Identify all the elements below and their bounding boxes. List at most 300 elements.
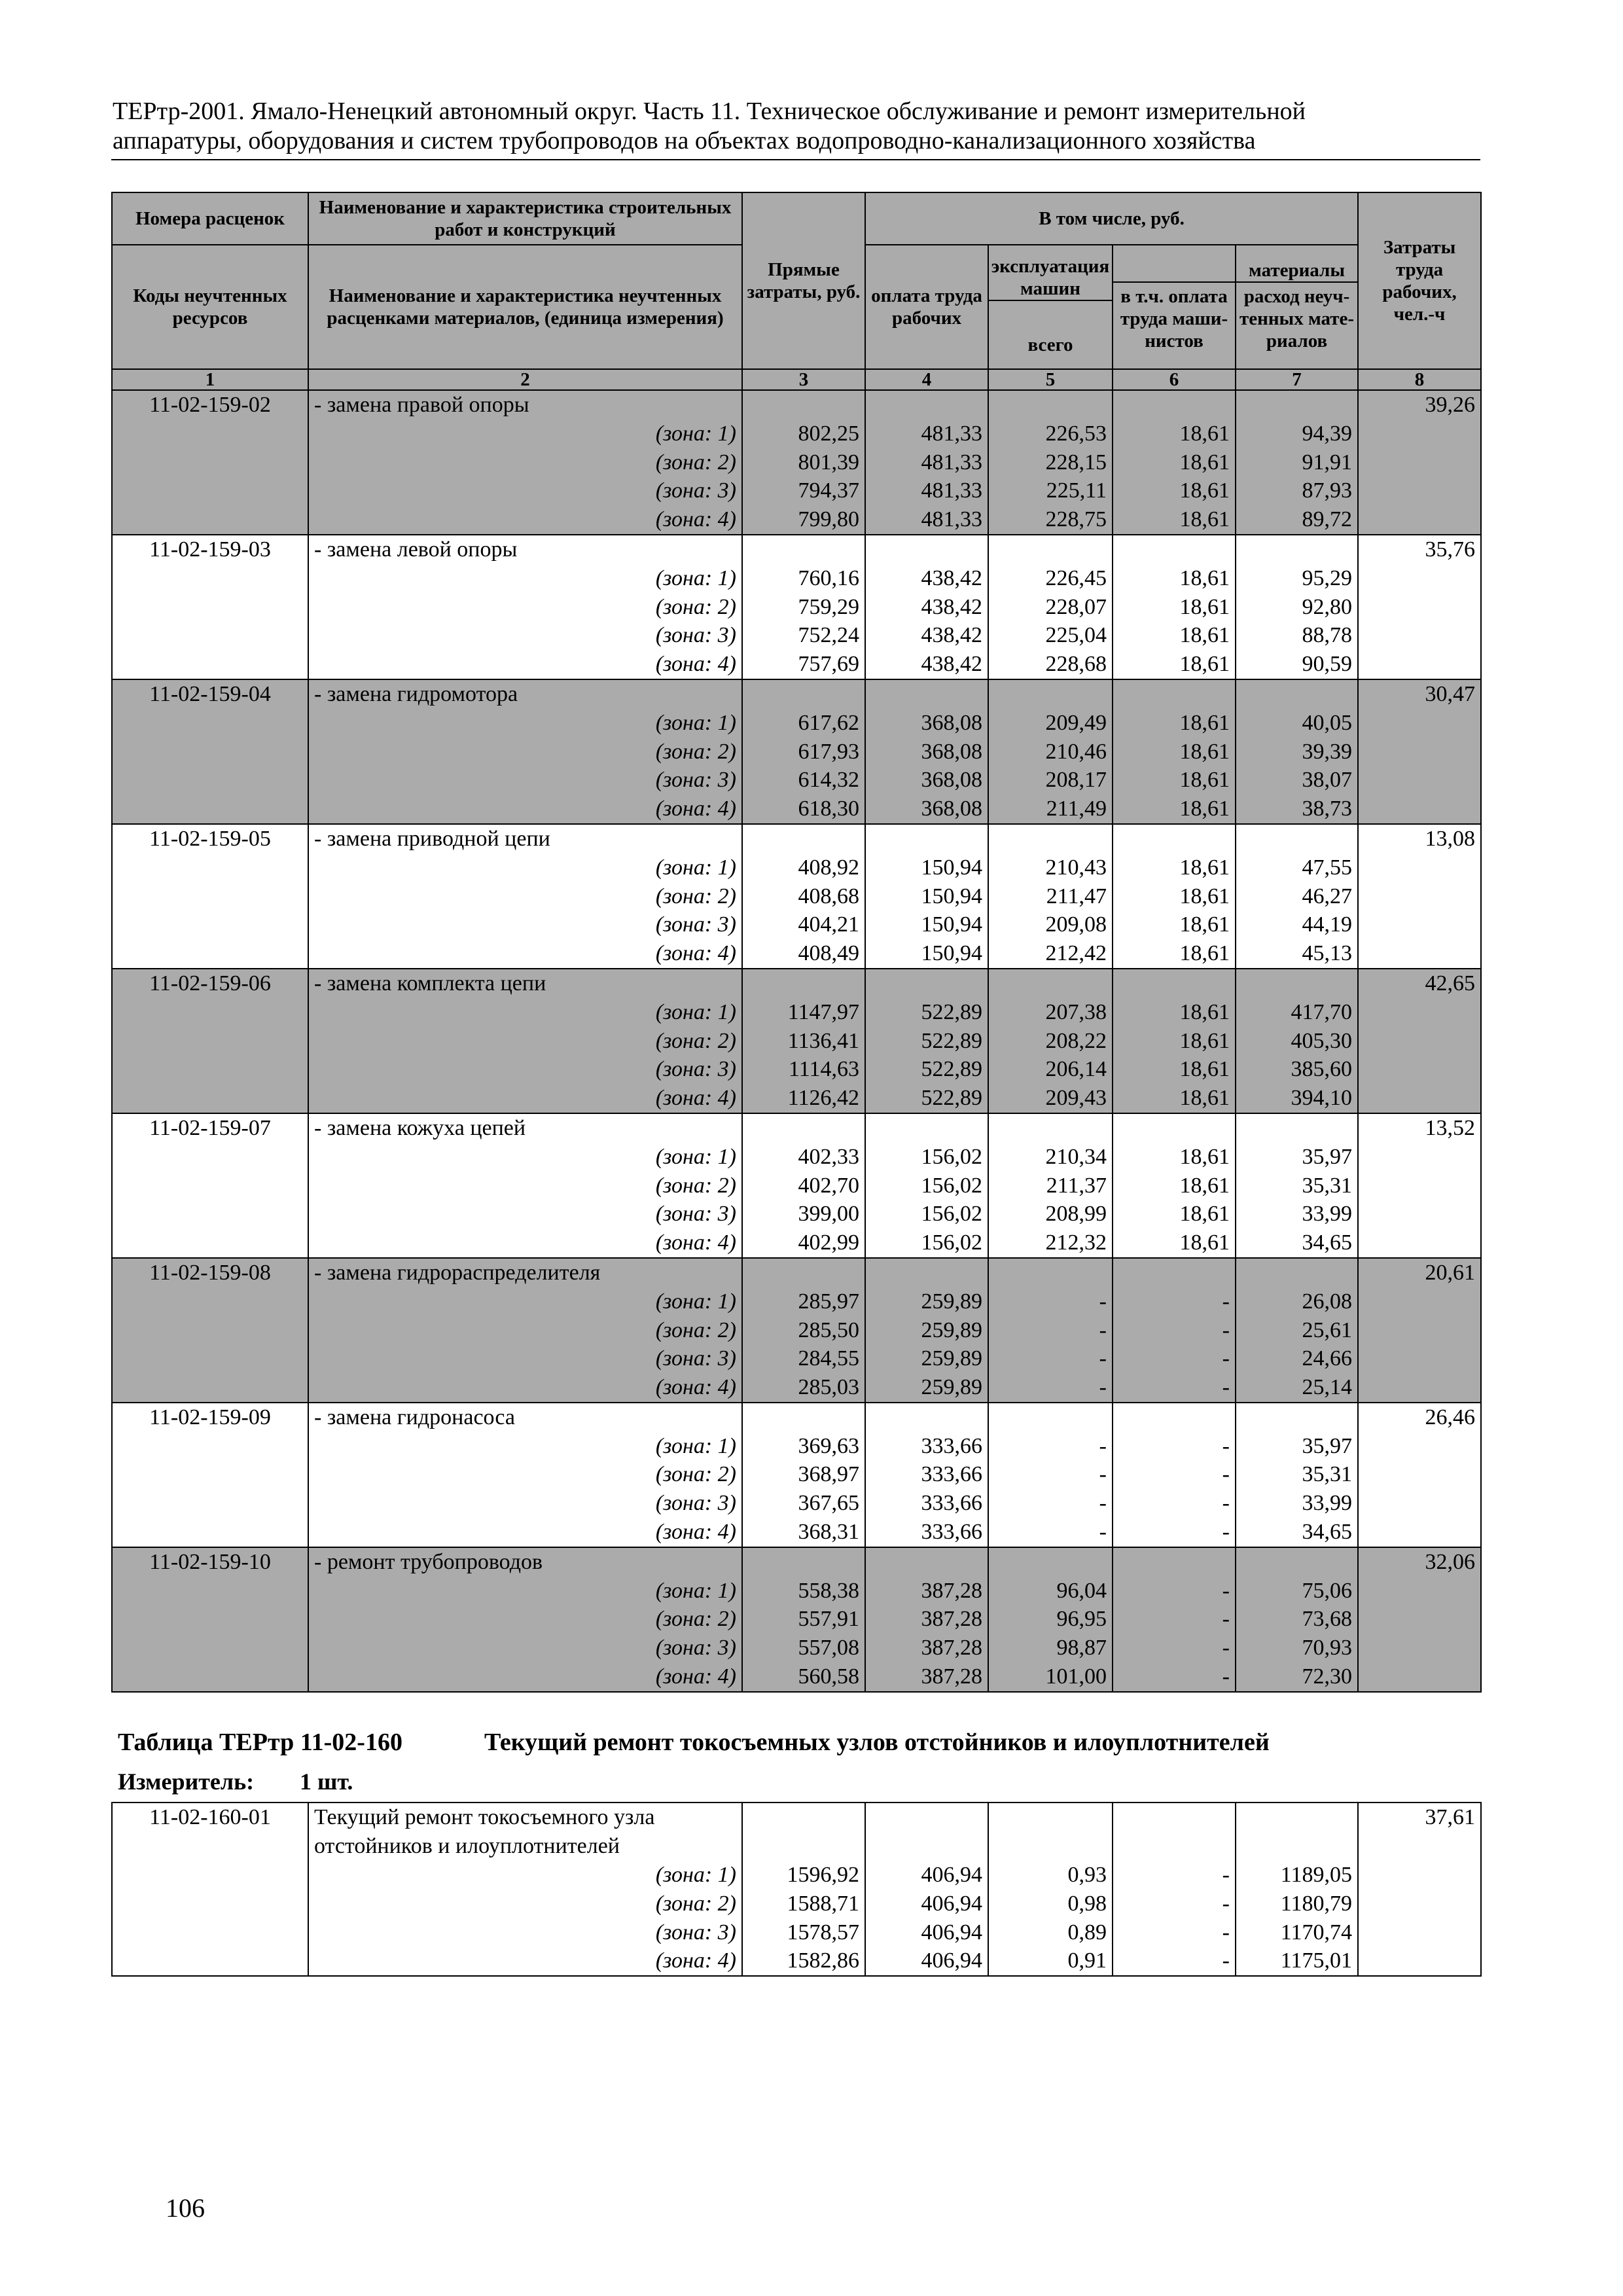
empty-cell xyxy=(1358,998,1481,1027)
empty-cell xyxy=(988,1547,1113,1577)
machines-total: 96,95 xyxy=(988,1605,1113,1634)
materials: 90,59 xyxy=(1236,650,1358,679)
table-row xyxy=(112,535,1481,564)
header-line-2: аппаратуры, оборудования и систем трубопроводов на объектах водопроводно-канализационного хозяйства xyxy=(113,127,1256,154)
direct-costs: 285,50 xyxy=(742,1316,865,1345)
direct-costs: 759,29 xyxy=(742,593,865,622)
empty-cell xyxy=(1113,824,1236,853)
zone-label: (зона: 4) xyxy=(308,1662,742,1692)
worker-pay: 438,42 xyxy=(865,621,988,650)
empty-cell xyxy=(112,564,308,593)
empty-cell xyxy=(865,1547,988,1577)
worker-pay: 333,66 xyxy=(865,1518,988,1547)
machinist-pay: - xyxy=(1113,1344,1236,1373)
machinist-pay: - xyxy=(1113,1634,1236,1662)
zone-row xyxy=(112,621,1481,650)
empty-cell xyxy=(112,1344,308,1373)
empty-cell xyxy=(742,1403,865,1432)
machinist-pay: - xyxy=(1113,1577,1236,1605)
empty-cell xyxy=(742,390,865,420)
direct-costs: 408,92 xyxy=(742,853,865,882)
worker-pay: 387,28 xyxy=(865,1605,988,1634)
machines-total: 225,11 xyxy=(988,476,1113,505)
empty-cell xyxy=(1358,1172,1481,1200)
table-code: Таблица ТЕРтр 11-02-160 xyxy=(118,1729,402,1756)
machines-total: 0,91 xyxy=(988,1946,1113,1976)
worker-pay: 259,89 xyxy=(865,1344,988,1373)
zone-row xyxy=(112,998,1481,1027)
empty-cell xyxy=(742,679,865,709)
worker-pay: 156,02 xyxy=(865,1143,988,1172)
direct-costs: 799,80 xyxy=(742,505,865,535)
empty-cell xyxy=(1358,1918,1481,1947)
empty-cell xyxy=(112,910,308,939)
worker-pay: 150,94 xyxy=(865,882,988,911)
table-title xyxy=(118,1728,1270,1757)
col-header-machines-all: всего xyxy=(1027,334,1073,355)
machinist-pay: 18,61 xyxy=(1113,853,1236,882)
row-code: 11-02-159-09 xyxy=(112,1403,308,1432)
header-line-1: ТЕРтр-2001. Ямало-Ненецкий автономный округ. Часть 11. Техническое обслуживание и ремонт измерительной xyxy=(113,98,1306,125)
col-number: 7 xyxy=(1236,369,1358,390)
machinist-pay: 18,61 xyxy=(1113,1200,1236,1229)
direct-costs: 760,16 xyxy=(742,564,865,593)
empty-cell xyxy=(112,738,308,766)
materials: 46,27 xyxy=(1236,882,1358,911)
empty-cell xyxy=(112,998,308,1027)
materials: 394,10 xyxy=(1236,1084,1358,1113)
machinist-pay: 18,61 xyxy=(1113,882,1236,911)
materials: 47,55 xyxy=(1236,853,1358,882)
empty-cell xyxy=(1358,1890,1481,1918)
worker-pay: 406,94 xyxy=(865,1861,988,1890)
direct-costs: 558,38 xyxy=(742,1577,865,1605)
empty-cell xyxy=(112,476,308,505)
row-labor: 37,61 xyxy=(1358,1803,1481,1861)
zone-label: (зона: 1) xyxy=(308,853,742,882)
empty-cell xyxy=(1236,824,1358,853)
empty-cell xyxy=(988,1113,1113,1143)
zone-label: (зона: 1) xyxy=(308,1287,742,1316)
empty-cell xyxy=(112,853,308,882)
machinist-pay: - xyxy=(1113,1662,1236,1692)
direct-costs: 757,69 xyxy=(742,650,865,679)
machines-total: 212,42 xyxy=(988,939,1113,969)
col-header-worker-pay: оплата труда рабочих xyxy=(865,245,988,369)
machinist-pay: 18,61 xyxy=(1113,709,1236,738)
row-labor: 13,52 xyxy=(1358,1113,1481,1143)
materials: 33,99 xyxy=(1236,1200,1358,1229)
zone-label: (зона: 2) xyxy=(308,882,742,911)
worker-pay: 368,08 xyxy=(865,709,988,738)
machinist-pay: - xyxy=(1113,1605,1236,1634)
col-header-machines-total xyxy=(988,245,1113,369)
machinist-pay: 18,61 xyxy=(1113,1027,1236,1056)
materials: 70,93 xyxy=(1236,1634,1358,1662)
zone-label: (зона: 1) xyxy=(308,1432,742,1461)
worker-pay: 156,02 xyxy=(865,1229,988,1258)
machines-total: - xyxy=(988,1316,1113,1345)
zone-row xyxy=(112,1890,1481,1918)
col-header-materials xyxy=(1236,245,1358,369)
machinist-pay: - xyxy=(1113,1432,1236,1461)
worker-pay: 156,02 xyxy=(865,1200,988,1229)
direct-costs: 557,08 xyxy=(742,1634,865,1662)
machinist-pay: - xyxy=(1113,1918,1236,1947)
zone-row xyxy=(112,882,1481,911)
zone-row xyxy=(112,1605,1481,1634)
zone-row xyxy=(112,1344,1481,1373)
zone-label: (зона: 2) xyxy=(308,738,742,766)
materials: 95,29 xyxy=(1236,564,1358,593)
machines-total: 210,43 xyxy=(988,853,1113,882)
worker-pay: 438,42 xyxy=(865,564,988,593)
machines-total: 208,22 xyxy=(988,1027,1113,1056)
direct-costs: 1588,71 xyxy=(742,1890,865,1918)
machinist-pay: - xyxy=(1113,1489,1236,1518)
worker-pay: 522,89 xyxy=(865,1027,988,1056)
worker-pay: 481,33 xyxy=(865,420,988,448)
empty-cell xyxy=(1358,766,1481,795)
zone-row xyxy=(112,1373,1481,1403)
zone-label: (зона: 4) xyxy=(308,795,742,824)
zone-label: (зона: 2) xyxy=(308,1172,742,1200)
empty-cell xyxy=(1358,420,1481,448)
empty-cell xyxy=(112,1605,308,1634)
zone-label: (зона: 3) xyxy=(308,1200,742,1229)
direct-costs: 557,91 xyxy=(742,1605,865,1634)
worker-pay: 438,42 xyxy=(865,593,988,622)
col-header-price-numbers: Номера расценок xyxy=(112,192,308,245)
materials: 72,30 xyxy=(1236,1662,1358,1692)
worker-pay: 333,66 xyxy=(865,1432,988,1461)
machines-total: 212,32 xyxy=(988,1229,1113,1258)
empty-cell xyxy=(1236,1258,1358,1287)
table-row xyxy=(112,390,1481,420)
machinist-pay: 18,61 xyxy=(1113,448,1236,477)
machines-total: 210,34 xyxy=(988,1143,1113,1172)
col-number: 2 xyxy=(308,369,742,390)
col-number: 5 xyxy=(988,369,1113,390)
empty-cell xyxy=(1113,390,1236,420)
empty-cell xyxy=(1358,1344,1481,1373)
direct-costs: 402,99 xyxy=(742,1229,865,1258)
empty-cell xyxy=(112,420,308,448)
empty-cell xyxy=(1358,709,1481,738)
zone-row xyxy=(112,1287,1481,1316)
header-rule xyxy=(111,159,1480,160)
machines-total: 101,00 xyxy=(988,1662,1113,1692)
zone-row xyxy=(112,738,1481,766)
zone-label: (зона: 4) xyxy=(308,1518,742,1547)
price-rows-2 xyxy=(112,1861,1481,1976)
direct-costs: 1126,42 xyxy=(742,1084,865,1113)
worker-pay: 150,94 xyxy=(865,939,988,969)
empty-cell xyxy=(742,1113,865,1143)
zone-label: (зона: 3) xyxy=(308,1489,742,1518)
empty-cell xyxy=(112,1634,308,1662)
zone-row xyxy=(112,650,1481,679)
worker-pay: 259,89 xyxy=(865,1316,988,1345)
worker-pay: 438,42 xyxy=(865,650,988,679)
empty-cell xyxy=(1113,1547,1236,1577)
col-header-unaccounted-materials: расход неуч-тенных мате-риалов xyxy=(1240,286,1355,351)
machinist-pay: 18,61 xyxy=(1113,998,1236,1027)
empty-cell xyxy=(1358,1634,1481,1662)
table-row xyxy=(112,824,1481,853)
machines-total: 228,75 xyxy=(988,505,1113,535)
empty-cell xyxy=(1358,1027,1481,1056)
empty-cell xyxy=(112,1861,308,1890)
machinist-pay: 18,61 xyxy=(1113,1055,1236,1084)
empty-cell xyxy=(1358,1489,1481,1518)
empty-cell xyxy=(112,1489,308,1518)
row-labor: 42,65 xyxy=(1358,969,1481,998)
empty-cell xyxy=(988,679,1113,709)
direct-costs: 285,03 xyxy=(742,1373,865,1403)
zone-row xyxy=(112,1200,1481,1229)
empty-cell xyxy=(1358,1055,1481,1084)
col-number: 8 xyxy=(1358,369,1481,390)
zone-row xyxy=(112,709,1481,738)
row-name: - замена левой опоры xyxy=(308,535,742,564)
empty-cell xyxy=(1358,621,1481,650)
worker-pay: 522,89 xyxy=(865,1084,988,1113)
col-header-direct-costs: Прямые затраты, руб. xyxy=(742,192,865,369)
empty-cell xyxy=(112,1172,308,1200)
col-header-resource-codes: Коды неучтенных ресурсов xyxy=(112,245,308,369)
empty-cell xyxy=(112,1200,308,1229)
empty-cell xyxy=(1358,1432,1481,1461)
direct-costs: 752,24 xyxy=(742,621,865,650)
empty-cell xyxy=(1358,1605,1481,1634)
machinist-pay: 18,61 xyxy=(1113,621,1236,650)
empty-cell xyxy=(1236,1403,1358,1432)
empty-cell xyxy=(1236,390,1358,420)
table-row xyxy=(112,969,1481,998)
empty-cell xyxy=(1113,535,1236,564)
table-row xyxy=(112,679,1481,709)
direct-costs: 284,55 xyxy=(742,1344,865,1373)
machines-total: 225,04 xyxy=(988,621,1113,650)
direct-costs: 402,33 xyxy=(742,1143,865,1172)
empty-cell xyxy=(865,1113,988,1143)
zone-row xyxy=(112,1918,1481,1947)
empty-cell xyxy=(988,969,1113,998)
col-number: 3 xyxy=(742,369,865,390)
machines-total: 0,89 xyxy=(988,1918,1113,1947)
direct-costs: 614,32 xyxy=(742,766,865,795)
machines-total: 0,93 xyxy=(988,1861,1113,1890)
empty-cell xyxy=(865,824,988,853)
empty-cell xyxy=(1358,1460,1481,1489)
zone-label: (зона: 4) xyxy=(308,650,742,679)
empty-cell xyxy=(112,448,308,477)
direct-costs: 617,62 xyxy=(742,709,865,738)
materials: 38,07 xyxy=(1236,766,1358,795)
zone-label: (зона: 4) xyxy=(308,939,742,969)
machines-total: 210,46 xyxy=(988,738,1113,766)
empty-cell xyxy=(112,1918,308,1947)
empty-cell xyxy=(742,824,865,853)
machines-total: 206,14 xyxy=(988,1055,1113,1084)
empty-cell xyxy=(1358,650,1481,679)
zone-row xyxy=(112,1946,1481,1976)
row-name: - замена кожуха цепей xyxy=(308,1113,742,1143)
row-code: 11-02-160-01 xyxy=(112,1803,308,1861)
materials: 1170,74 xyxy=(1236,1918,1358,1947)
direct-costs: 617,93 xyxy=(742,738,865,766)
empty-cell xyxy=(1358,1662,1481,1692)
materials: 88,78 xyxy=(1236,621,1358,650)
empty-cell xyxy=(1358,1946,1481,1976)
zone-row xyxy=(112,1143,1481,1172)
machines-total: - xyxy=(988,1287,1113,1316)
row-labor: 13,08 xyxy=(1358,824,1481,853)
direct-costs: 794,37 xyxy=(742,476,865,505)
empty-cell xyxy=(1358,564,1481,593)
empty-cell xyxy=(1358,939,1481,969)
worker-pay: 406,94 xyxy=(865,1890,988,1918)
zone-row xyxy=(112,766,1481,795)
row-labor: 26,46 xyxy=(1358,1403,1481,1432)
empty-cell xyxy=(865,1403,988,1432)
row-labor: 35,76 xyxy=(1358,535,1481,564)
empty-cell xyxy=(742,535,865,564)
materials: 75,06 xyxy=(1236,1577,1358,1605)
empty-cell xyxy=(1358,853,1481,882)
empty-cell xyxy=(865,1258,988,1287)
zone-label: (зона: 4) xyxy=(308,505,742,535)
zone-row xyxy=(112,593,1481,622)
materials: 44,19 xyxy=(1236,910,1358,939)
col-header-group: В том числе, руб. xyxy=(865,192,1358,245)
empty-cell xyxy=(112,1460,308,1489)
machinist-pay: 18,61 xyxy=(1113,1229,1236,1258)
row-labor: 39,26 xyxy=(1358,390,1481,420)
worker-pay: 259,89 xyxy=(865,1287,988,1316)
materials: 40,05 xyxy=(1236,709,1358,738)
materials: 385,60 xyxy=(1236,1055,1358,1084)
zone-row xyxy=(112,1172,1481,1200)
zone-row xyxy=(112,476,1481,505)
materials: 92,80 xyxy=(1236,593,1358,622)
machinist-pay: - xyxy=(1113,1316,1236,1345)
empty-cell xyxy=(1113,1113,1236,1143)
table-row xyxy=(112,1258,1481,1287)
zone-row xyxy=(112,448,1481,477)
empty-cell xyxy=(865,679,988,709)
machinist-pay: - xyxy=(1113,1373,1236,1403)
worker-pay: 406,94 xyxy=(865,1918,988,1947)
row-labor: 32,06 xyxy=(1358,1547,1481,1577)
zone-row xyxy=(112,1577,1481,1605)
machines-total: 209,43 xyxy=(988,1084,1113,1113)
worker-pay: 333,66 xyxy=(865,1489,988,1518)
direct-costs: 367,65 xyxy=(742,1489,865,1518)
materials: 45,13 xyxy=(1236,939,1358,969)
worker-pay: 387,28 xyxy=(865,1634,988,1662)
materials: 34,65 xyxy=(1236,1518,1358,1547)
unit-of-measure xyxy=(118,1767,353,1796)
price-rows xyxy=(112,390,1481,1692)
machinist-pay: - xyxy=(1113,1287,1236,1316)
empty-cell xyxy=(988,824,1113,853)
zone-row xyxy=(112,939,1481,969)
zone-label: (зона: 1) xyxy=(308,564,742,593)
row-name: - замена гидрораспределителя xyxy=(308,1258,742,1287)
zone-row xyxy=(112,795,1481,824)
zone-label: (зона: 1) xyxy=(308,1577,742,1605)
worker-pay: 406,94 xyxy=(865,1946,988,1976)
worker-pay: 481,33 xyxy=(865,505,988,535)
empty-cell xyxy=(1358,910,1481,939)
zone-row xyxy=(112,1084,1481,1113)
price-table-2 xyxy=(111,1802,1482,1977)
direct-costs: 1147,97 xyxy=(742,998,865,1027)
materials: 405,30 xyxy=(1236,1027,1358,1056)
machines-total: 208,17 xyxy=(988,766,1113,795)
machines-total: - xyxy=(988,1432,1113,1461)
direct-costs: 368,97 xyxy=(742,1460,865,1489)
zone-label: (зона: 1) xyxy=(308,998,742,1027)
empty-cell xyxy=(112,1890,308,1918)
zone-row xyxy=(112,420,1481,448)
direct-costs: 618,30 xyxy=(742,795,865,824)
materials: 34,65 xyxy=(1236,1229,1358,1258)
worker-pay: 368,08 xyxy=(865,766,988,795)
materials: 39,39 xyxy=(1236,738,1358,766)
empty-cell xyxy=(1358,476,1481,505)
worker-pay: 387,28 xyxy=(865,1577,988,1605)
row-code: 11-02-159-03 xyxy=(112,535,308,564)
empty-cell xyxy=(112,1946,308,1976)
unit-value: 1 шт. xyxy=(300,1768,353,1795)
empty-cell xyxy=(1113,679,1236,709)
empty-cell xyxy=(742,1258,865,1287)
direct-costs: 285,97 xyxy=(742,1287,865,1316)
worker-pay: 150,94 xyxy=(865,853,988,882)
zone-label: (зона: 4) xyxy=(308,1229,742,1258)
table-row xyxy=(112,1403,1481,1432)
empty-cell xyxy=(1358,593,1481,622)
zone-label: (зона: 3) xyxy=(308,1918,742,1947)
zone-row xyxy=(112,1634,1481,1662)
machines-total: 211,37 xyxy=(988,1172,1113,1200)
machines-total: 211,47 xyxy=(988,882,1113,911)
worker-pay: 522,89 xyxy=(865,998,988,1027)
page-header xyxy=(113,97,1474,156)
machines-total: 96,04 xyxy=(988,1577,1113,1605)
materials: 1175,01 xyxy=(1236,1946,1358,1976)
zone-row xyxy=(112,1861,1481,1890)
empty-cell xyxy=(742,969,865,998)
zone-label: (зона: 1) xyxy=(308,1861,742,1890)
zone-row xyxy=(112,1027,1481,1056)
empty-cell xyxy=(112,1143,308,1172)
empty-cell xyxy=(1358,1229,1481,1258)
table-row xyxy=(112,1547,1481,1577)
worker-pay: 481,33 xyxy=(865,448,988,477)
materials: 1189,05 xyxy=(1236,1861,1358,1890)
materials: 1180,79 xyxy=(1236,1890,1358,1918)
direct-costs: 404,21 xyxy=(742,910,865,939)
zone-label: (зона: 4) xyxy=(308,1084,742,1113)
zone-label: (зона: 2) xyxy=(308,1316,742,1345)
direct-costs: 408,49 xyxy=(742,939,865,969)
empty-cell xyxy=(1113,1403,1236,1432)
empty-cell xyxy=(112,1373,308,1403)
